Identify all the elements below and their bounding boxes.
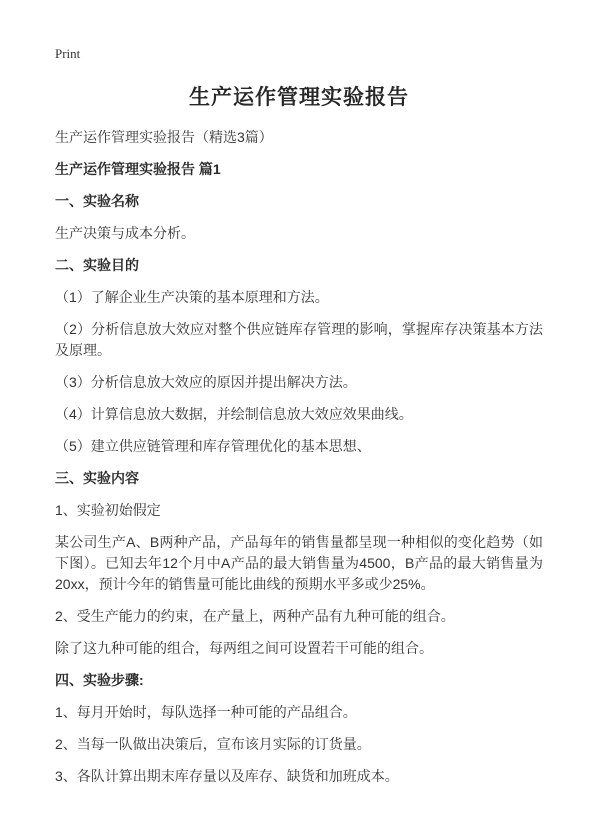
document-paragraph: 某公司生产A、B两种产品，产品每年的销售量都呈现一种相似的变化趋势（如下图）。已知去年12个月中A产品的最大销售量为4500，B产品的最大销售量为20xx，预计今年的销售量可能比曲线的预期水平多或少25%。 <box>55 534 543 592</box>
document-heading: 三、实验内容 <box>55 470 139 486</box>
document-paragraph: 2、当每一队做出决策后，宣布该月实际的订货量。 <box>55 736 371 752</box>
document-paragraph: （2）分析信息放大效应对整个供应链库存管理的影响，掌握库存决策基本方法及原理。 <box>55 321 543 358</box>
document-heading: 二、实验目的 <box>55 257 139 273</box>
document-paragraph: 生产运作管理实验报告（精选3篇） <box>55 129 273 145</box>
document-paragraph: 1、每月开始时，每队选择一种可能的产品组合。 <box>55 704 357 720</box>
document-paragraph: （5）建立供应链管理和库存管理优化的基本思想、 <box>55 438 371 454</box>
document-heading: 一、实验名称 <box>55 193 139 209</box>
document-paragraph: 除了这九种可能的组合，每两组之间可设置若干可能的组合。 <box>55 640 433 656</box>
document-heading: 四、实验步骤: <box>55 672 144 688</box>
page-title: 生产运作管理实验报告 <box>189 86 409 109</box>
print-button[interactable]: Print <box>55 46 81 61</box>
document-paragraph: 3、各队计算出期末库存量以及库存、缺货和加班成本。 <box>55 768 399 784</box>
document-body <box>55 127 543 787</box>
document-paragraph: 2、受生产能力的约束，在产量上，两种产品有九种可能的组合。 <box>55 608 455 624</box>
document-paragraph: （4）计算信息放大数据，并绘制信息放大效应效果曲线。 <box>55 406 413 422</box>
document-paragraph: （3）分析信息放大效应的原因并提出解决方法。 <box>55 374 357 390</box>
document-paragraph: （1）了解企业生产决策的基本原理和方法。 <box>55 289 329 305</box>
document-paragraph: 1、实验初始假定 <box>55 502 161 518</box>
document-heading: 生产运作管理实验报告 篇1 <box>55 161 221 177</box>
document-paragraph: 生产决策与成本分析。 <box>55 225 195 241</box>
